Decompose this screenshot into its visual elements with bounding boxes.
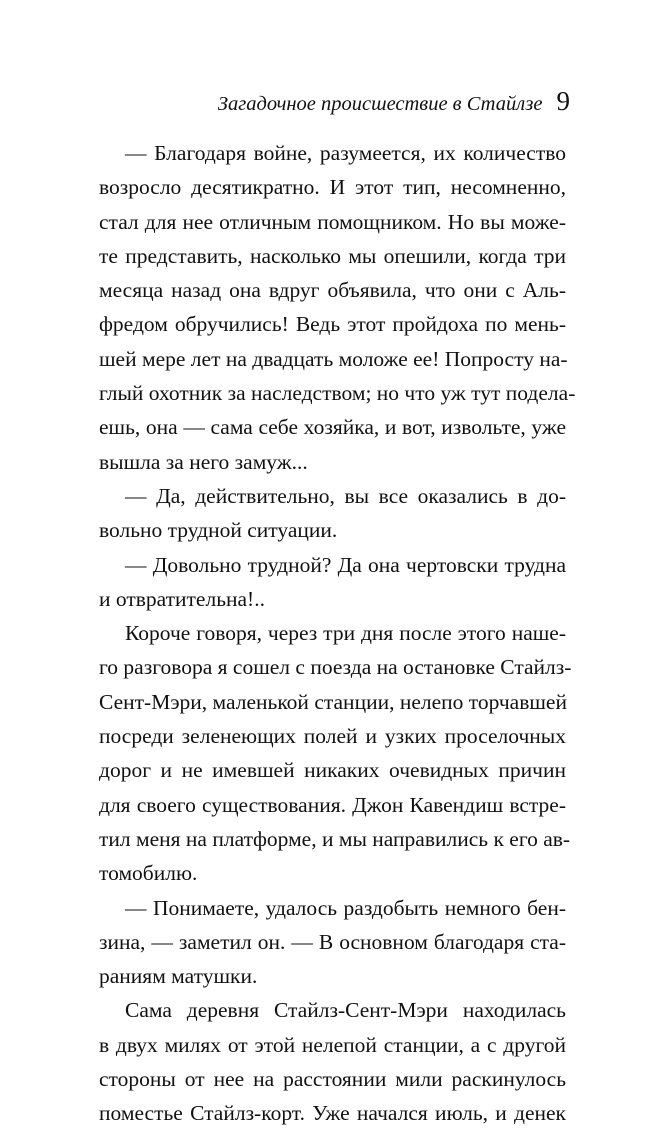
- running-head: [100, 86, 570, 117]
- text-line: посреди зеленеющих полей и узких проселочных: [99, 724, 566, 749]
- text-line: дорог и не имевшей никаких очевидных причин: [99, 758, 566, 783]
- text-line: месяца назад она вдруг объявила, что они с Аль-: [99, 278, 566, 303]
- text-line: и отвратительна!..: [99, 586, 265, 611]
- text-line: — Благодаря войне, разумеется, их количество: [125, 141, 566, 165]
- text-line: томобилю.: [99, 861, 198, 886]
- text-line: — Да, действительно, вы все оказались в до-: [125, 483, 566, 508]
- text-line: стороны от нее на расстоянии мили раскинулось: [99, 1067, 566, 1092]
- text-line: возросло десятикратно. И этот тип, несомненно,: [99, 175, 566, 200]
- text-line: Короче говоря, через три дня после этого наше-: [125, 621, 566, 646]
- text-line: те представить, насколько мы опешили, когда три: [99, 243, 566, 268]
- text-line: глый охотник за наследством; но что уж тут подела-: [99, 381, 576, 406]
- text-line: вышла за него замуж...: [99, 449, 308, 474]
- text-line: стал для нее отличным помощником. Но вы може-: [99, 209, 566, 234]
- body-text: [99, 136, 576, 1131]
- text-line: — Понимаете, удалось раздобыть немного бен-: [125, 895, 566, 920]
- text-line: — Довольно трудной? Да она чертовски трудна: [125, 552, 566, 577]
- text-line: шей мере лет на двадцать моложе ее! Попросту на-: [99, 346, 568, 371]
- text-line: Сент-Мэри, маленькой станции, нелепо торчавшей: [99, 689, 567, 714]
- text-line: го разговора я сошел с поезда на остановке Стайлз-: [99, 655, 572, 680]
- text-line: в двух милях от этой нелепой станции, а с другой: [99, 1032, 566, 1057]
- text-line: вольно трудной ситуации.: [99, 518, 338, 543]
- text-line: Сама деревня Стайлз-Сент-Мэри находилась: [125, 998, 566, 1023]
- text-line: тил меня на платформе, и мы направились к его ав-: [99, 826, 571, 851]
- text-line: поместье Стайлз-корт. Уже начался июль, и денек: [99, 1101, 566, 1126]
- running-title: Загадочное происшествие в Стайлзе: [217, 93, 543, 115]
- text-line: ешь, она — сама себе хозяйка, и вот, извольте, уже: [99, 415, 566, 440]
- text-line: для своего существования. Джон Кавендиш встре-: [99, 792, 566, 817]
- text-line: фредом обручились! Ведь этот пройдоха по мень-: [99, 312, 566, 337]
- page-number: 9: [556, 86, 570, 116]
- text-line: зина, — заметил он. — В основном благодаря ста-: [99, 929, 566, 954]
- text-line: раниям матушки.: [99, 964, 258, 989]
